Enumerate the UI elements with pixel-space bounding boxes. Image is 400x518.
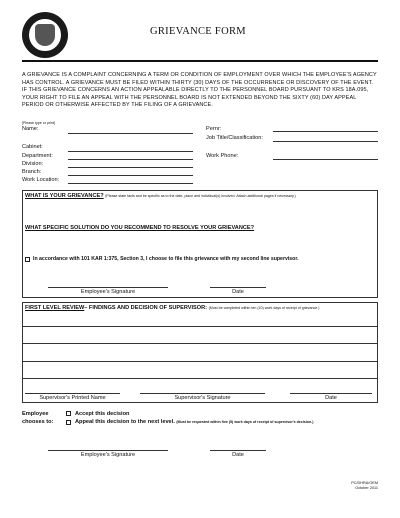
work-phone-label: Work Phone: bbox=[206, 153, 239, 159]
supervisor-printed-name-line[interactable] bbox=[25, 393, 120, 394]
first-level-heading-rest: – FINDINGS AND DECISION OF SUPERVISOR: bbox=[84, 305, 208, 311]
grievance-question bbox=[25, 193, 375, 199]
first-level-heading-title: FIRST LEVEL REVIEW bbox=[25, 305, 85, 311]
first-level-heading-note: (Must be completed within ten (10) work days of receipt of grievance.) bbox=[208, 306, 320, 310]
form-revision-date: October 2011 bbox=[355, 486, 378, 490]
division-label: Division: bbox=[22, 161, 44, 167]
grievance-question-note: (Please state facts and be specific as to the date, place and individual(s) involved. Attach additional pages if necessary.) bbox=[105, 194, 296, 198]
accept-decision-checkbox[interactable] bbox=[66, 411, 71, 416]
date-line-2[interactable] bbox=[210, 450, 266, 451]
branch-field[interactable] bbox=[68, 175, 193, 176]
job-title-label: Job Title/Classification: bbox=[206, 135, 263, 141]
employee-signature-line-2[interactable] bbox=[48, 450, 168, 451]
department-label: Department: bbox=[22, 153, 53, 159]
employee-signature-label: Employee's Signature bbox=[80, 289, 136, 295]
pernr-field[interactable] bbox=[273, 131, 378, 132]
form-footer bbox=[351, 481, 378, 491]
employee-chooses-label-1: Employee bbox=[22, 411, 49, 417]
division-field[interactable] bbox=[68, 167, 193, 168]
second-line-supervisor-text: In accordance with 101 KAR 1:375, Section 3, I choose to file this grievance with my second line supervisor. bbox=[33, 256, 299, 262]
branch-label: Branch: bbox=[22, 169, 42, 175]
first-level-review-section bbox=[22, 302, 378, 403]
supervisor-printed-name-label: Supervisor's Printed Name bbox=[39, 395, 106, 401]
cabinet-label: Cabinet: bbox=[22, 144, 43, 150]
supervisor-signature-line[interactable] bbox=[140, 393, 265, 394]
supervisor-signature-label: Supervisor's Signature bbox=[174, 395, 231, 401]
work-location-label: Work Location: bbox=[22, 177, 60, 183]
findings-line-3[interactable] bbox=[22, 361, 378, 362]
employee-chooses-label-2: chooses to: bbox=[22, 419, 54, 425]
date-line[interactable] bbox=[210, 287, 266, 288]
date-label-2: Date bbox=[232, 452, 244, 458]
grievance-section bbox=[22, 190, 378, 298]
cabinet-field[interactable] bbox=[68, 151, 193, 152]
form-title: GRIEVANCE FORM bbox=[150, 26, 246, 37]
solution-question: WHAT SPECIFIC SOLUTION DO YOU RECOMMEND TO RESOLVE YOUR GRIEVANCE? bbox=[25, 225, 255, 231]
findings-line-1[interactable] bbox=[22, 326, 378, 327]
name-label: Name: bbox=[22, 126, 39, 132]
department-field[interactable] bbox=[68, 159, 193, 160]
accept-decision-text: Accept this decision bbox=[75, 411, 130, 417]
appeal-decision-note: (Must be requested within five (5) work days of receipt of supervisor's decision.) bbox=[176, 420, 314, 424]
print-note: [Please type or print] bbox=[22, 121, 55, 125]
work-location-field[interactable] bbox=[68, 183, 193, 184]
job-title-field[interactable] bbox=[273, 141, 378, 142]
pernr-label: Pernr: bbox=[206, 126, 222, 132]
intro-paragraph: A GRIEVANCE IS A COMPLAINT CONCERNING A TERM OR CONDITION OF EMPLOYMENT OVER WHICH THE EMPLOYEE'S AGENCY HAS CONTROL. A GRIEVANCE MUST BE FILED WITHIN THIRTY (30) DAYS OF THE OCCURRENCE OR DISCOVERY OF THE EVENT. IF THIS GRIEVANCE CONCERNS AN ACTION APPEALABLE DIRECTLY TO THE PERSONNEL BOARD PURSUANT TO KRS 18A.095, YOUR RIGHT TO FILE AN APPEAL WITH THE PERSONNEL BOARD IS NOT EXTENDED BEYOND THE SIXTY (60) DAY APPEAL PERIOD OR OTHERWISE AFFECTED BY THE FILING OF A GRIEVANCE. bbox=[22, 72, 377, 109]
findings-line-4[interactable] bbox=[22, 378, 378, 379]
appeal-decision-text bbox=[75, 419, 313, 425]
supervisor-date-line[interactable] bbox=[290, 393, 372, 394]
findings-line-2[interactable] bbox=[22, 343, 378, 344]
appeal-decision-checkbox[interactable] bbox=[66, 420, 71, 425]
header-divider bbox=[22, 60, 378, 62]
work-phone-field[interactable] bbox=[273, 159, 378, 160]
supervisor-date-label: Date bbox=[325, 395, 337, 401]
grievance-question-title: WHAT IS YOUR GRIEVANCE? bbox=[25, 193, 104, 199]
date-label: Date bbox=[232, 289, 244, 295]
second-line-supervisor-checkbox[interactable] bbox=[25, 257, 30, 262]
name-field[interactable] bbox=[68, 133, 193, 134]
appeal-decision-main: Appeal this decision to the next level. bbox=[75, 419, 175, 425]
state-seal-logo bbox=[22, 12, 68, 58]
first-level-heading bbox=[25, 305, 375, 311]
employee-signature-label-2: Employee's Signature bbox=[80, 452, 136, 458]
employee-signature-line[interactable] bbox=[48, 287, 168, 288]
form-code: PC/DHRA/OEM bbox=[351, 481, 378, 485]
